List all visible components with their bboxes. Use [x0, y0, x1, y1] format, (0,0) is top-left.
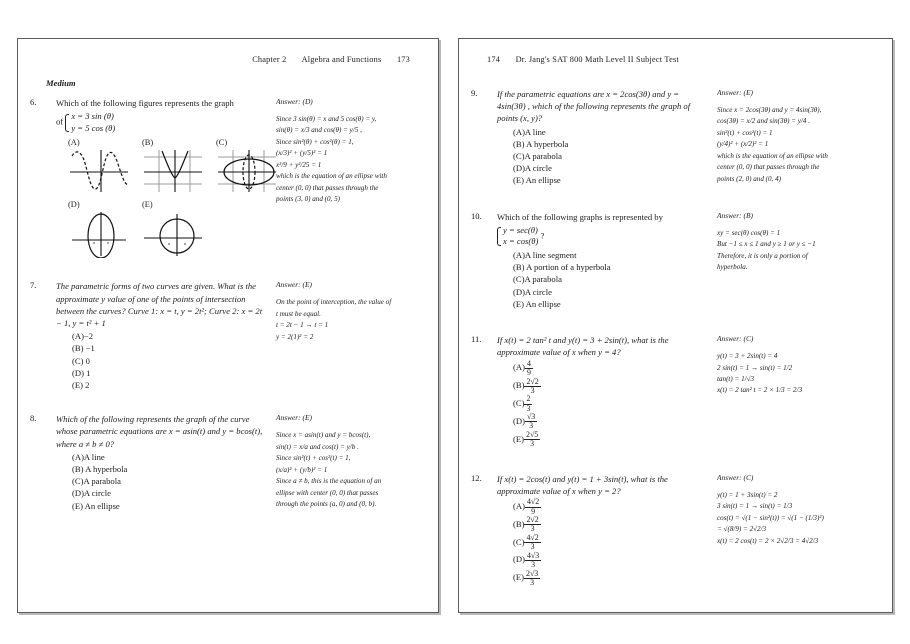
- work-line: points (3, 0) and (0, 5): [276, 195, 341, 204]
- option-e[interactable]: (E) 2: [72, 380, 90, 391]
- question-12: [473, 473, 878, 588]
- option-fraction: $\frac{2}{3}$: [526, 394, 531, 413]
- option-fraction: $\frac{4}{9}$: [526, 358, 531, 377]
- work-line: (x/a)² + (y/b)² = 1: [276, 465, 328, 474]
- work-line: which is the equation of an ellipse with: [276, 172, 387, 181]
- answer-work: [276, 430, 424, 510]
- option-label: (C): [513, 536, 525, 547]
- question-stem: If x(t) = 2cos(t) and y(t) = 1 + 3sin(t), what is the approximate value of x when y = 2?: [497, 473, 668, 496]
- answer-label: Answer: (E): [276, 413, 312, 423]
- option-label: (A): [513, 500, 525, 511]
- work-line: x(t) = 2 cos(t) = 2 × 2√2/3 = 4√2/3: [717, 536, 819, 545]
- option-fraction: $\frac{4√3}{3}$: [526, 550, 540, 569]
- equation-system: [497, 225, 538, 248]
- question-9: [473, 88, 878, 187]
- answer-column: [266, 97, 424, 258]
- option-c[interactable]: [513, 395, 707, 413]
- system-line-2: y = 5 cos (θ): [71, 122, 116, 133]
- figure-b: [142, 138, 204, 194]
- work-line: (x/3)² + (y/5)² = 1: [276, 149, 328, 158]
- page-left: [17, 38, 439, 613]
- question-number: 6.: [30, 97, 37, 107]
- work-line: Therefore, it is only a portion of: [717, 251, 808, 260]
- work-line: 2 sin(t) = 1 → sin(t) = 1/2: [717, 363, 793, 372]
- work-line: cos(t) = √(1 − sin²(t)) = √(1 − (1/3)²): [717, 513, 824, 522]
- work-line: Since x = asin(t) and y = bcos(t),: [276, 431, 371, 440]
- difficulty-label: Medium: [46, 78, 76, 88]
- work-line: tan(t) = 1/√3: [717, 375, 755, 383]
- question-stem: If x(t) = 2 tan² t and y(t) = 3 + 2sin(t), what is the approximate value of x when y = 4?: [497, 335, 669, 358]
- option-label: (C): [513, 398, 525, 409]
- question-10: [473, 211, 878, 310]
- figure-label: (C): [216, 138, 228, 148]
- work-line: Since x = 2cos(3θ) and y = 4sin(3θ),: [717, 106, 822, 114]
- options-list: [513, 359, 707, 448]
- figure-label: (D): [68, 200, 80, 210]
- options-list: [513, 498, 707, 587]
- option-c[interactable]: (C)A parabola: [513, 274, 562, 285]
- page-right: [458, 38, 893, 613]
- question-7: [32, 280, 424, 391]
- question-number: 9.: [471, 88, 478, 98]
- option-a[interactable]: (A)A line segment: [513, 250, 577, 261]
- stem-prefix: of: [56, 116, 64, 127]
- option-b[interactable]: [513, 377, 707, 395]
- option-d[interactable]: [513, 551, 707, 569]
- figure-a: [68, 138, 130, 194]
- equation-system: [65, 111, 115, 134]
- option-b[interactable]: (B) −1: [72, 343, 95, 354]
- option-c[interactable]: [513, 534, 707, 552]
- work-line: y = 2(1)² = 2: [276, 332, 314, 341]
- option-a[interactable]: (A)A line: [72, 451, 105, 462]
- figure-label: (E): [142, 200, 153, 210]
- work-line: through the points (a, 0) and (0, b).: [276, 500, 377, 509]
- figure-label: (A): [68, 138, 80, 148]
- work-line: xy = sec(θ) cos(θ) = 1: [717, 228, 781, 237]
- figure-e: [142, 200, 204, 258]
- work-line: center (0, 0) that passes through the: [276, 183, 379, 192]
- option-e[interactable]: [513, 431, 707, 449]
- options-list: [72, 330, 266, 391]
- option-label: (B): [513, 380, 525, 391]
- question-stem: Which of the following figures represents the graph: [56, 98, 234, 108]
- question-8: [32, 413, 424, 512]
- option-fraction: $\frac{4√2}{3}$: [526, 532, 539, 552]
- answer-work: [717, 351, 878, 397]
- answer-work: [717, 105, 878, 185]
- question-number: 8.: [30, 413, 37, 424]
- figure-d: [68, 200, 130, 258]
- option-a[interactable]: (A)−2: [72, 331, 94, 342]
- answer-column: [707, 88, 878, 187]
- question-number: 10.: [471, 210, 482, 221]
- answer-work: [276, 297, 424, 343]
- work-line: On the point of interception, the value of: [276, 298, 392, 307]
- option-label: (A): [513, 362, 525, 373]
- work-line: Since a ≠ b, this is the equation of an: [276, 477, 382, 486]
- answer-label: Answer: (C): [717, 334, 754, 344]
- option-a[interactable]: [513, 498, 707, 516]
- work-line: x²/9 + y²/25 = 1: [276, 160, 322, 169]
- answer-column: [707, 334, 878, 449]
- work-line: Since sin²(t) + cos²(t) = 1,: [276, 454, 351, 463]
- work-line: hyperbola.: [717, 263, 748, 272]
- answer-column: [707, 211, 878, 310]
- option-fraction: $\frac{2√5}{3}$: [525, 429, 539, 449]
- answer-column: [707, 473, 878, 588]
- work-line: But −1 ≤ x ≤ 1 and y ≥ 1 or y ≤ −1: [717, 240, 816, 249]
- option-b[interactable]: (B) A hyperbola: [513, 138, 569, 149]
- system-line-2: x = cos(θ): [503, 236, 539, 247]
- option-c[interactable]: (C) 0: [72, 355, 90, 366]
- answer-label: Answer: (D): [276, 97, 313, 106]
- work-line: center (0, 0) that passes through the: [717, 163, 820, 172]
- work-line: y(t) = 3 + 2sin(t) = 4: [717, 352, 778, 361]
- option-label: (E): [513, 572, 524, 583]
- option-e[interactable]: (E) An ellipse: [513, 298, 561, 309]
- question-stem: Which of the following graphs is represented by: [497, 211, 663, 222]
- work-line: Since sin²(θ) + cos²(θ) = 1,: [276, 137, 354, 146]
- option-d[interactable]: (D)A circle: [513, 286, 552, 297]
- question-number: 7.: [30, 280, 37, 291]
- option-fraction: $\frac{√3}{3}$: [526, 412, 536, 431]
- answer-work: [276, 114, 424, 206]
- question-11: [473, 334, 878, 449]
- right-page-header: [473, 55, 878, 64]
- question-6: [32, 97, 424, 258]
- option-fraction: $\frac{2√2}{3}$: [526, 376, 539, 395]
- work-line: (y/4)² + (x/2)² = 1: [717, 140, 769, 149]
- option-fraction: $\frac{2√3}{3}$: [525, 568, 539, 587]
- question-number: 11.: [471, 334, 482, 345]
- header-chapter: Chapter 2: [252, 55, 287, 64]
- header-title: Dr. Jang's SAT 800 Math Level II Subject Test: [515, 55, 679, 64]
- work-line: = √(8/9) = 2√2/3: [717, 525, 767, 534]
- option-d[interactable]: [513, 413, 707, 431]
- option-label: (B): [513, 518, 525, 529]
- system-suffix: ?: [540, 230, 545, 241]
- answer-column: [266, 280, 424, 391]
- system-line-1: y = sec(θ): [503, 224, 538, 235]
- option-d[interactable]: (D)A circle: [513, 163, 552, 174]
- option-c[interactable]: (C)A parabola: [513, 151, 562, 162]
- answer-label: Answer: (C): [717, 472, 754, 482]
- options-list: [513, 126, 707, 187]
- option-b[interactable]: [513, 516, 707, 534]
- options-list: [72, 451, 266, 512]
- header-title: Algebra and Functions: [301, 55, 382, 64]
- work-line: t = 2t − 1 → t = 1: [276, 321, 329, 330]
- work-line: 3 sin(t) = 1 → sin(t) = 1/3: [717, 502, 793, 511]
- option-label: (D): [513, 415, 525, 426]
- option-d[interactable]: (D)A circle: [72, 488, 111, 499]
- system-line-1: x = 3 sin (θ): [71, 111, 114, 122]
- work-line: cos(3θ) = x/2 and sin(3θ) = y/4 .: [717, 117, 810, 126]
- option-a[interactable]: [513, 359, 707, 377]
- answer-work: [717, 228, 878, 274]
- answer-figures: [68, 138, 266, 258]
- work-line: sin(θ) = x/3 and cos(θ) = y/5 ,: [276, 126, 362, 135]
- work-line: t must be equal.: [276, 309, 321, 318]
- answer-label: Answer: (E): [276, 280, 312, 290]
- option-label: (D): [513, 554, 525, 565]
- answer-label: Answer: (B): [717, 210, 753, 220]
- work-line: which is the equation of an ellipse with: [717, 151, 828, 160]
- option-d[interactable]: (D) 1: [72, 367, 91, 378]
- work-line: Since 3 sin(θ) = x and 5 cos(θ) = y,: [276, 115, 377, 123]
- question-stem: Which of the following represents the graph of the curve whose parametric equations are x = asin(t) and y = bcos(t), where a ≠ b ≠ 0?: [56, 414, 263, 449]
- options-list: [513, 249, 707, 310]
- work-line: sin(t) = x/a and cos(t) = y/b .: [276, 442, 359, 451]
- question-number: 12.: [471, 472, 482, 483]
- work-line: sin²(t) + cos²(t) = 1: [717, 128, 773, 137]
- work-line: y(t) = 1 + 3sin(t) = 2: [717, 490, 778, 499]
- option-e[interactable]: (E) An ellipse: [513, 175, 561, 186]
- question-stem: If the parametric equations are x = 2cos(3θ) and y = 4sin(3θ) , which of the following represents the graph of points (x, y)?: [497, 89, 691, 124]
- answer-label: Answer: (E): [717, 88, 753, 97]
- option-label: (E): [513, 433, 524, 444]
- option-b[interactable]: (B) A portion of a hyperbola: [513, 262, 611, 273]
- question-stem: The parametric forms of two curves are given. What is the approximate y value of one of the points of intersection between the curves? Curve 1: x = t, y = 2t²; Curve 2: x = 2t − 1, y = t² + 1: [56, 281, 263, 328]
- work-line: ellipse with center (0, 0) that passes: [276, 488, 379, 497]
- figure-label: (B): [142, 138, 154, 148]
- answer-column: [266, 413, 424, 512]
- page-number: 174: [487, 55, 501, 64]
- option-c[interactable]: (C)A parabola: [72, 476, 121, 487]
- option-fraction: $\frac{2√2}{3}$: [526, 515, 539, 534]
- work-line: x(t) = 2 tan² t = 2 × 1/3 = 2/3: [717, 386, 803, 395]
- option-e[interactable]: (E) An ellipse: [72, 500, 120, 511]
- answer-work: [717, 490, 878, 547]
- option-a[interactable]: (A)A line: [513, 126, 546, 137]
- work-line: points (2, 0) and (0, 4): [717, 174, 782, 183]
- option-b[interactable]: (B) A hyperbola: [72, 464, 128, 475]
- left-page-header: [32, 55, 424, 64]
- option-e[interactable]: [513, 569, 707, 587]
- page-number: 173: [396, 55, 410, 64]
- option-fraction: $\frac{4√2}{9}$: [526, 497, 540, 516]
